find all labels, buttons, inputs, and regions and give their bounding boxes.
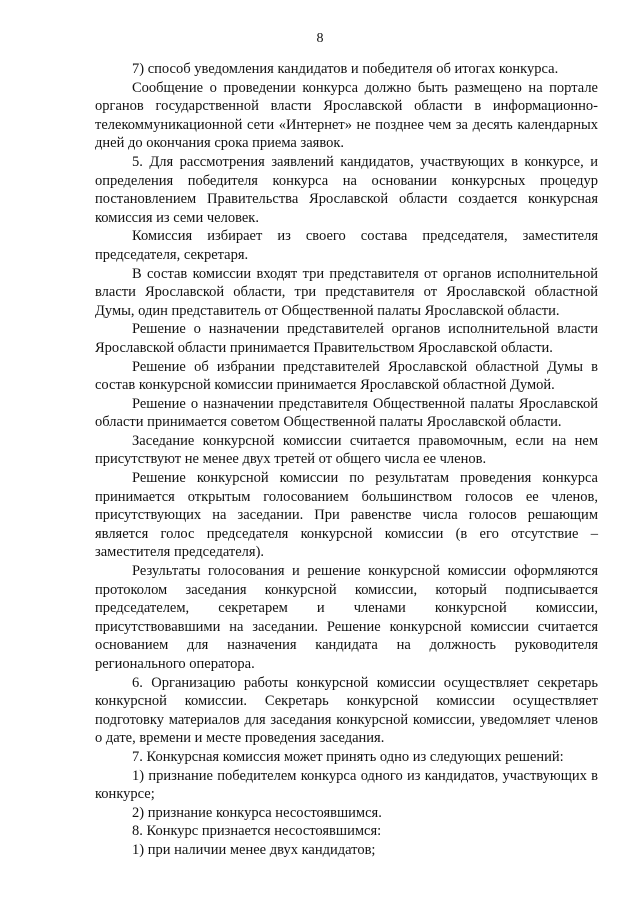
paragraph-failure-condition-1: 1) при наличии менее двух кандидатов;	[132, 841, 376, 858]
paragraph-item-7-notification-method: 7) способ уведомления кандидатов и победителя об итогах конкурса.	[132, 61, 559, 77]
paragraph-announcement: Сообщение о проведении конкурса должно быть размещено на портале органов государственной власти Ярославской области в информационно-телекоммуникационной сети «Интернет» не позднее чем за десять календарных дней до окончания срока приема заявок.	[95, 79, 598, 152]
paragraph-protocol: Результаты голосования и решение конкурсной комиссии оформляются протоколом заседания конкурсной комиссии, который подписывается председателем, секретарем и членами конкурсной комиссии, присутствовавшими на заседании. Решение конкурсной комиссии считается основанием для назначения кандидата на должность руководителя регионального оператора.	[95, 563, 598, 672]
paragraph-decision-failed: 2) признание конкурса несостоявшимся.	[132, 804, 382, 821]
paragraph-section-7-decisions: 7. Конкурсная комиссия может принять одно из следующих решений:	[132, 748, 564, 765]
paragraph-quorum: Заседание конкурсной комиссии считается правомочным, если на нем присутствуют не менее двух третей от общего числа ее членов.	[95, 432, 598, 468]
paragraph-section-6-secretary: 6. Организацию работы конкурсной комиссии осуществляет секретарь конкурсной комиссии. Секретарь конкурсной комиссии осуществляет подготовку материалов для заседания конкурсной комиссии, уведомляет членов о дате, времени и месте проведения заседания.	[95, 674, 598, 747]
paragraph-voting: Решение конкурсной комиссии по результатам проведения конкурса принимается открытым голосованием большинством голосов ее членов, присутствующих на заседании. При равенстве числа голосов решающим является голос председателя конкурсной комиссии (в его отсутствие – заместителя председателя).	[95, 470, 598, 561]
paragraph-section-5-commission: 5. Для рассмотрения заявлений кандидатов, участвующих в конкурсе, и определения победителя конкурса на основании конкурсных процедур постановлением Правительства Ярославской области создается конкурсная комиссия из семи человек.	[95, 153, 598, 226]
paragraph-duma-election: Решение об избрании представителей Ярославской областной Думы в состав конкурсной комиссии принимается Ярославской областной Думой.	[95, 358, 598, 394]
paragraph-public-chamber-appointment: Решение о назначении представителя Общественной палаты Ярославской области принимается советом Общественной палаты Ярославской области.	[95, 395, 598, 431]
paragraph-commission-composition: В состав комиссии входят три представителя от органов исполнительной власти Ярославской области, три представителя от Ярославской областной Думы, один представитель от Общественной палаты Ярославской области.	[95, 265, 598, 319]
paragraph-section-8-failure: 8. Конкурс признается несостоявшимся:	[132, 823, 382, 840]
paragraph-commission-officers: Комиссия избирает из своего состава председателя, заместителя председателя, секретаря.	[95, 228, 598, 263]
paragraph-decision-winner: 1) признание победителем конкурса одного из кандидатов, участвующих в конкурсе;	[95, 767, 598, 803]
document-text	[95, 60, 598, 860]
paragraph-executive-appointment: Решение о назначении представителей органов исполнительной власти Ярославской области принимается Правительством Ярославской области.	[95, 321, 598, 356]
page-number: 8	[316, 31, 324, 46]
